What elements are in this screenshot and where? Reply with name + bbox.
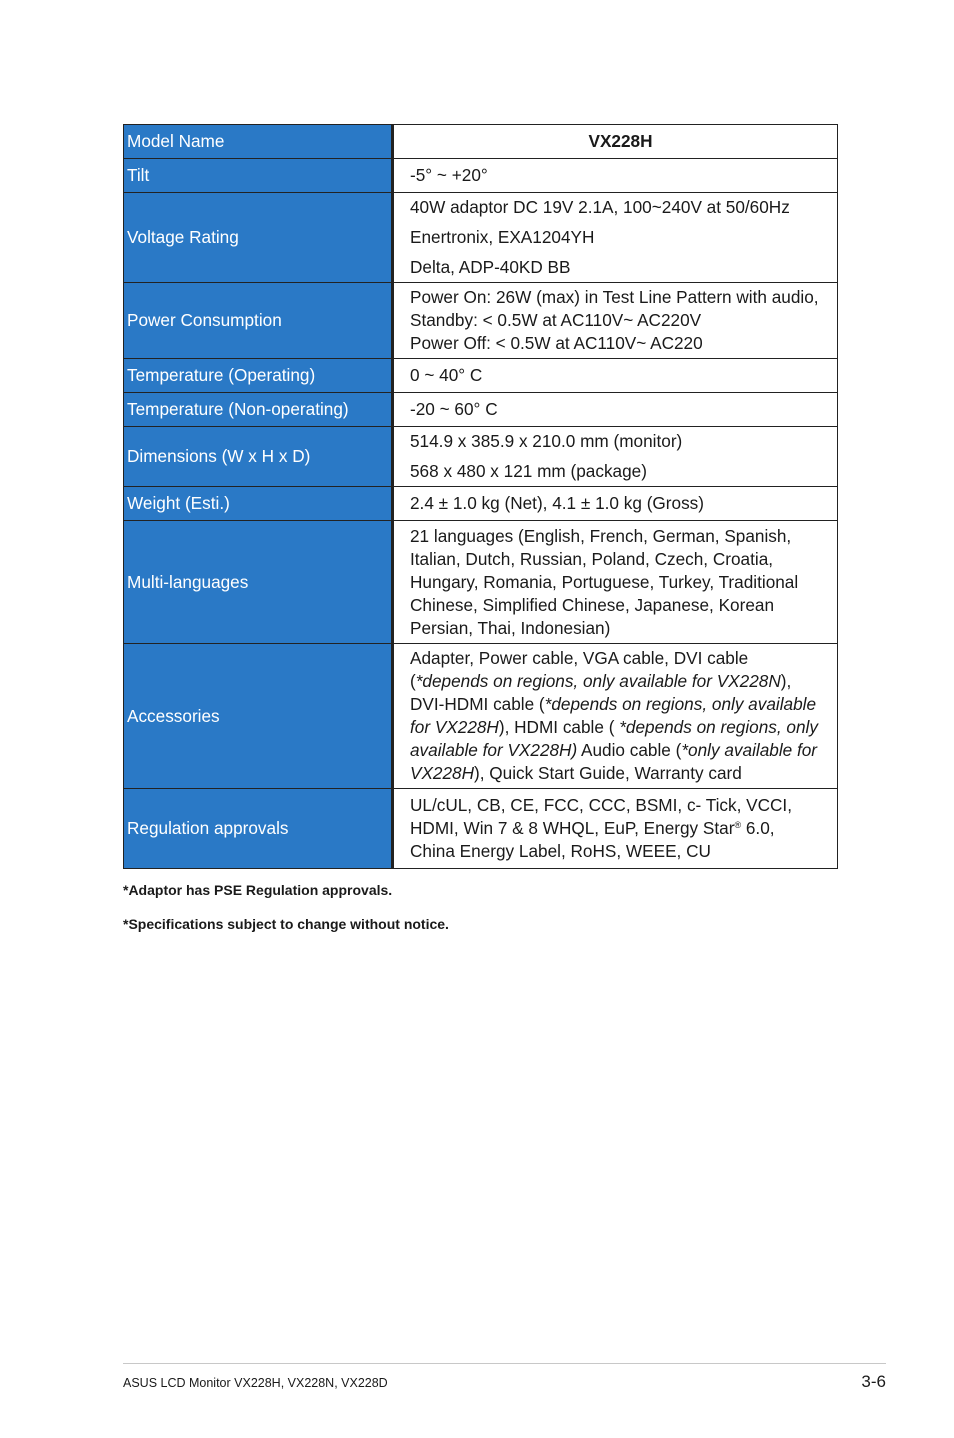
- specs-note: *Specifications subject to change without notice.: [123, 916, 449, 932]
- regulation-value: [393, 789, 838, 869]
- voltage-label: Voltage Rating: [124, 193, 393, 283]
- accessories-value: [393, 644, 838, 789]
- languages-line: Italian, Dutch, Russian, Poland, Czech, Croatia,: [410, 548, 774, 569]
- regulation-label: Regulation approvals: [124, 789, 393, 869]
- power-line: Standby: < 0.5W at AC110V~ AC220V: [410, 310, 702, 330]
- adaptor-note: *Adaptor has PSE Regulation approvals.: [123, 882, 393, 898]
- temp-operating-label: Temperature (Operating): [124, 359, 393, 393]
- spec-row-temp-operating: [124, 359, 838, 393]
- accessories-note: *depends on regions, only available: [544, 694, 817, 714]
- languages-line: Persian, Thai, Indonesian): [410, 617, 611, 638]
- registered-mark: ®: [734, 820, 742, 830]
- model-name-label: Model Name: [124, 125, 393, 159]
- temp-operating-value: 0 ~ 40° C: [393, 359, 838, 393]
- accessories-line: [410, 762, 831, 785]
- footer-divider: [123, 1363, 886, 1364]
- dimensions-line: 568 x 480 x 121 mm (package): [410, 461, 647, 481]
- footer-title: ASUS LCD Monitor VX228H, VX228N, VX228D: [123, 1376, 388, 1390]
- accessories-note: VX228H: [410, 763, 475, 783]
- accessories-line: [410, 670, 831, 693]
- spec-row-languages: [124, 521, 838, 644]
- spec-row-accessories: [124, 644, 838, 789]
- power-value: [393, 283, 838, 359]
- accessories-text: Audio cable (: [577, 740, 682, 760]
- accessories-line: [410, 739, 831, 762]
- accessories-text: (: [410, 671, 416, 691]
- regulation-line: UL/cUL, CB, CE, FCC, CCC, BSMI, c- Tick, VCCI,: [410, 795, 792, 815]
- accessories-label: Accessories: [124, 644, 393, 789]
- accessories-text: DVI-HDMI cable (: [410, 694, 545, 714]
- accessories-text: ),: [780, 671, 792, 691]
- regulation-text: 6.0,: [741, 818, 775, 838]
- spec-row-weight: [124, 487, 838, 521]
- weight-value: 2.4 ± 1.0 kg (Net), 4.1 ± 1.0 kg (Gross): [393, 487, 838, 521]
- accessories-note: *depends on regions, only: [619, 717, 818, 737]
- page-number: 3-6: [861, 1372, 886, 1391]
- dimensions-label: Dimensions (W x H x D): [124, 427, 393, 487]
- tilt-value: -5° ~ +20°: [393, 159, 838, 193]
- accessories-line: [410, 716, 831, 739]
- spec-table: [123, 124, 838, 869]
- spec-row-dimensions: [124, 427, 838, 487]
- model-name-value: VX228H: [393, 125, 838, 159]
- accessories-note: *depends on regions, only available for VX228N: [415, 671, 781, 691]
- temp-nonoperating-label: Temperature (Non-operating): [124, 393, 393, 427]
- spec-row-temp-nonoperating: [124, 393, 838, 427]
- weight-label: Weight (Esti.): [124, 487, 393, 521]
- dimensions-value: [393, 427, 838, 487]
- power-line: Power Off: < 0.5W at AC110V~ AC220: [410, 333, 703, 353]
- languages-line: Hungary, Romania, Portuguese, Turkey, Traditional: [410, 571, 799, 592]
- accessories-line: [410, 647, 831, 670]
- accessories-text: ), Quick Start Guide, Warranty card: [474, 763, 742, 783]
- languages-label: Multi-languages: [124, 521, 393, 644]
- spec-row-voltage: [124, 193, 838, 283]
- accessories-text: Adapter, Power cable, VGA cable, DVI cable: [410, 648, 749, 668]
- voltage-line: Enertronix, EXA1204YH: [410, 227, 595, 247]
- accessories-note: for VX228H: [410, 717, 499, 737]
- accessories-line: [410, 693, 831, 716]
- voltage-value: [393, 193, 838, 283]
- accessories-text: ), HDMI cable (: [498, 717, 620, 737]
- spec-row-regulation: [124, 789, 838, 869]
- accessories-note: available for VX228H): [410, 740, 578, 760]
- languages-line: Chinese, Simplified Chinese, Japanese, Korean: [410, 594, 775, 615]
- accessories-note: *only available for: [681, 740, 818, 760]
- regulation-text: HDMI, Win 7 & 8 WHQL, EuP, Energy Star: [410, 818, 735, 838]
- dimensions-line: 514.9 x 385.9 x 210.0 mm (monitor): [410, 431, 683, 451]
- voltage-line: 40W adaptor DC 19V 2.1A, 100~240V at 50/60Hz: [410, 197, 790, 217]
- spec-row-power: [124, 283, 838, 359]
- temp-nonoperating-value: -20 ~ 60° C: [393, 393, 838, 427]
- power-label: Power Consumption: [124, 283, 393, 359]
- languages-line: 21 languages (English, French, German, Spanish,: [410, 525, 792, 546]
- spec-row-tilt: [124, 159, 838, 193]
- spec-row-model: [124, 125, 838, 159]
- power-line: Power On: 26W (max) in Test Line Pattern with audio,: [410, 287, 819, 307]
- tilt-label: Tilt: [124, 159, 393, 193]
- regulation-line: China Energy Label, RoHS, WEEE, CU: [410, 841, 711, 861]
- voltage-line: Delta, ADP-40KD BB: [410, 257, 571, 277]
- languages-value: [393, 521, 838, 644]
- regulation-line: [410, 817, 831, 840]
